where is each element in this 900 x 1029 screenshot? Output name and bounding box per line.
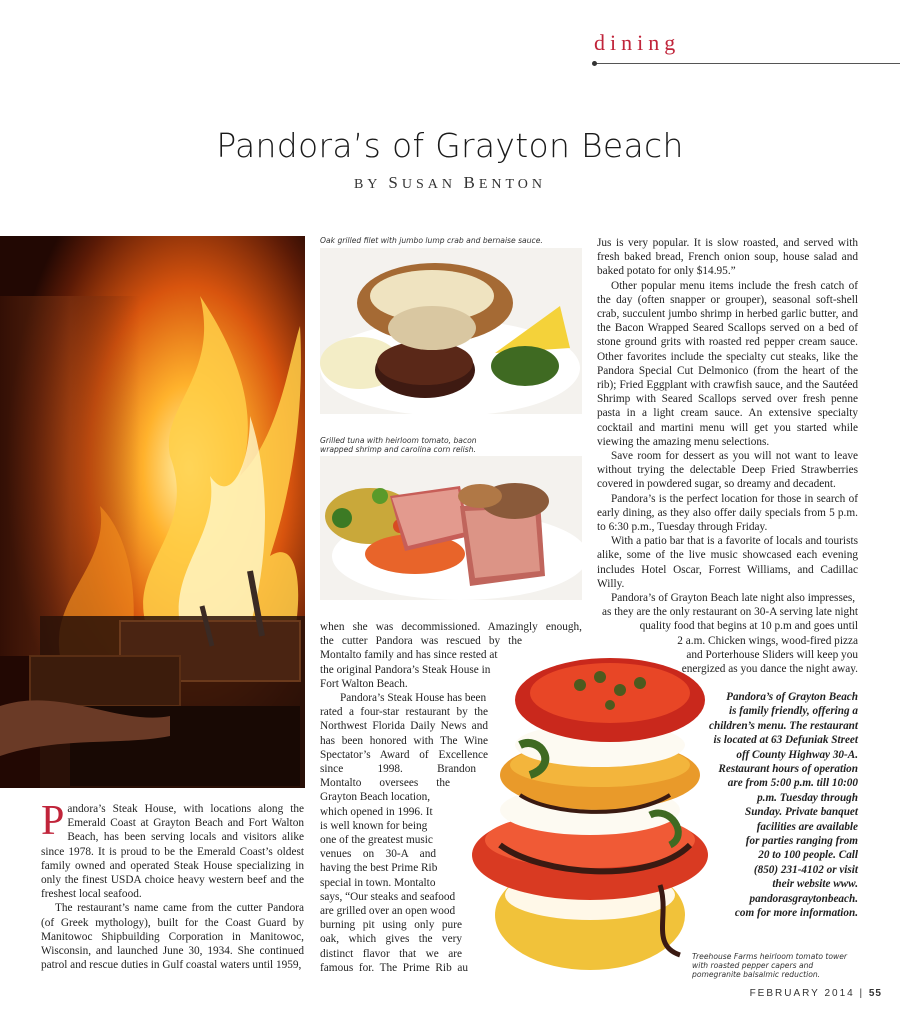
column-2-line: Grayton Beach location, <box>320 791 431 804</box>
byline-first-rest: USAN <box>401 177 456 192</box>
column-3-paragraph-6-line: as they are the only restaurant on 30-A serving late night <box>602 606 858 619</box>
column-2-line: is well known for being <box>320 819 428 832</box>
article-title: Pandora’s of Grayton Beach <box>216 126 684 165</box>
column-3-paragraph-2: Other popular menu items include the fresh catch of the day (often snapper or grouper), seasonal soft-shell crab, succulent jumbo shrimp in herbed garlic butter, and the Bacon Wrapped Seared Scallops served on a bed of stone ground grits with roasted red pepper cream sauce. Other favorites include the specialty cut steaks, like the Pandora Special Cut Delmonico (from the heart of the rib); Fried Eggplant with crawfish sauce, and the Sautéed Shrimp with Seared Scallops served over fresh penne pasta in a light cream sauce. An extensive specialty cocktail and martini menu will get you started while viewing the amazing menu selections. <box>597 279 858 448</box>
info-box <box>660 690 858 921</box>
drop-cap: P <box>41 798 65 844</box>
info-line: pandorasgraytonbeach. <box>749 892 858 905</box>
section-rule-dot <box>592 61 597 66</box>
byline-first-initial: S <box>388 173 402 192</box>
column-1-paragraph-1 <box>41 798 304 901</box>
info-line: Pandora’s of Grayton Beach <box>726 691 858 703</box>
column-3-paragraph-6-line: energized as you dance the night away. <box>681 663 858 676</box>
section-label: dining <box>594 30 681 55</box>
column-2-line: oak, which gives the very <box>320 933 462 946</box>
info-line: off County Highway 30-A. <box>736 748 858 761</box>
column-2-line: having the best Prime Rib <box>320 862 438 875</box>
info-line: facilities are available <box>756 820 858 833</box>
info-line: is family friendly, offering a <box>729 705 858 718</box>
column-1-paragraph-1-text: andora’s Steak House, with locations along the Emerald Coast at Grayton Beach and Fort Walton Beach, has been serving locals and visitors alike since 1978. It is proud to be the Emerald Coast’s oldest family owned and operated Steak House specializing in only the finest USDA choice heavy western beef and the freshest local seafood. <box>41 803 304 901</box>
column-3-paragraph-4: Pandora’s is the perfect location for those in search of early dining, as they also offer daily specials from 5 p.m. to 6:30 p.m., Tuesday through Friday. <box>597 492 858 534</box>
column-1 <box>41 798 304 972</box>
section-rule <box>594 63 900 64</box>
tuna-photo <box>320 456 582 600</box>
column-1-paragraph-2: The restaurant’s name came from the cutter Pandora (of Greek mythology), built for the Coast Guard by Manitowoc Shipbuilding Corporation in Manitowoc, Wisconsin, and launched June 30, 1934. She continued patrol and rescue duties in Gulf coastal waters until 1959, <box>41 902 304 972</box>
filet-photo <box>320 248 582 414</box>
info-line: are from 5:00 p.m. till 10:00 <box>727 777 858 790</box>
column-2-line: when she was decommissioned. Amazingly enough, <box>320 621 582 633</box>
info-line: Sunday. Private banquet <box>744 806 858 819</box>
column-2-line: rated a four-star restaurant by the <box>320 706 488 719</box>
column-2-line: burning pit using only pure <box>320 919 462 932</box>
column-2-line: venues on 30-A and <box>320 848 436 861</box>
column-2-line: special in town. Montalto <box>320 876 436 889</box>
column-2-line: Spectator’s Award of Excellence <box>320 748 488 761</box>
tower-caption: Treehouse Farms heirloom tomato tower with roasted pepper capers and pomegranite balsalmic reduction. <box>692 952 848 979</box>
byline-prefix: BY <box>353 177 381 192</box>
filet-caption: Oak grilled filet with jumbo lump crab and bernaise sauce. <box>320 236 543 245</box>
column-3 <box>597 236 858 676</box>
byline <box>0 173 900 193</box>
info-line: Restaurant hours of operation <box>718 763 858 776</box>
column-2-line: the cutter Pandora was rescued by the <box>320 635 522 648</box>
column-3-paragraph-6-line: quality food that begins at 10 p.m and goes until <box>639 620 858 633</box>
column-2-line: Montalto oversees the <box>320 777 450 790</box>
column-2-line: distinct flavor that we are <box>320 947 462 960</box>
column-3-paragraph-1: Jus is very popular. It is slow roasted, and served with fresh baked bread, French onion soup, house salad and baked potato for only $14.95.” <box>597 237 858 278</box>
column-2-line: the original Pandora’s Steak House in <box>320 663 491 676</box>
column-2-line: says, “Our steaks and seafood <box>320 890 456 903</box>
column-2-line: Pandora’s Steak House has been <box>340 692 487 705</box>
column-3-paragraph-6-line: Pandora’s of Grayton Beach late night also impresses, <box>611 592 856 605</box>
column-2-line: which opened in 1996. It <box>320 805 433 818</box>
column-3-paragraph-3: Save room for dessert as you will not want to leave without trying the delectable Deep Fried Strawberries covered in powdered sugar, so dreamy and decadent. <box>597 450 858 491</box>
info-line: their website www. <box>772 878 858 891</box>
grill-fire-photo <box>0 236 305 788</box>
column-2-line: one of the greatest music <box>320 834 433 847</box>
column-2-line: since 1998. Brandon <box>320 763 476 776</box>
byline-last-initial: B <box>463 173 479 192</box>
info-line: children’s menu. The restaurant <box>709 719 858 732</box>
column-2-line: Fort Walton Beach. <box>320 677 408 690</box>
column-2-line: are grilled over an open wood <box>320 905 456 918</box>
tuna-caption: Grilled tuna with heirloom tomato, bacon wrapped shrimp and carolina corn relish. <box>320 436 477 454</box>
column-3-paragraph-6-line: 2 a.m. Chicken wings, wood-fired pizza <box>677 634 858 647</box>
column-2-line: famous for. The Prime Rib au <box>320 961 468 974</box>
page-footer <box>750 988 882 999</box>
issue-date: FEBRUARY 2014 <box>749 988 855 999</box>
byline-last-rest: ENTON <box>478 177 547 192</box>
info-line: for parties ranging from <box>745 835 858 848</box>
info-line: com for more information. <box>734 907 858 920</box>
column-2-line: has been honored with The Wine <box>320 734 488 747</box>
column-2-line: Northwest Florida Daily News and <box>320 720 488 733</box>
info-line: 20 to 100 people. Call <box>758 849 858 862</box>
footer-separator: | <box>859 988 865 999</box>
column-3-paragraph-5: With a patio bar that is a favorite of locals and tourists alike, some of the live music showcased each evening includes Hotel Oscar, Forrest Williams, and Cadillac Willy. <box>597 535 858 590</box>
page-number: 55 <box>868 988 882 999</box>
column-3-paragraph-6-line: and Porterhouse Sliders will keep you <box>686 648 858 661</box>
info-line: p.m. Tuesday through <box>757 791 858 804</box>
info-line: (850) 231-4102 or visit <box>753 863 858 876</box>
column-2-line: Montalto family and has since rested at <box>320 649 498 662</box>
info-line: is located at 63 Defuniak Street <box>713 734 858 747</box>
